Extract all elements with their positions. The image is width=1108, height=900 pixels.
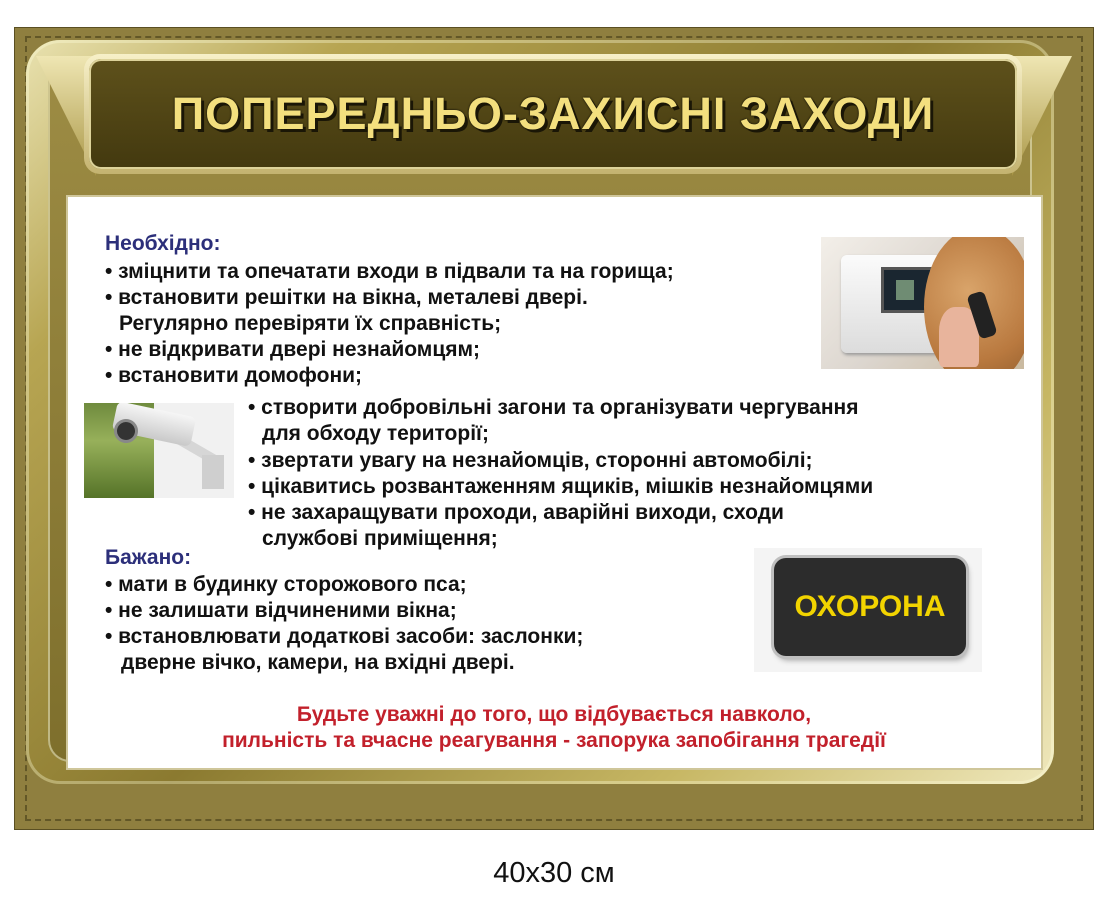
list-item: Регулярно перевіряти їх справність; [119, 312, 502, 335]
heading-required: Необхідно: [105, 232, 221, 255]
list-item: • зміцнити та опечатати входи в підвали та на горища; [105, 260, 674, 283]
title-banner-inner [89, 59, 1017, 169]
footer-line-1: Будьте уважні до того, що відбувається навколо, [296, 703, 812, 726]
security-sign-photo [754, 548, 982, 672]
list-item: • не залишати відчиненими вікна; [105, 599, 457, 622]
title-banner [84, 54, 1022, 174]
security-sign-text: ОХОРОНА [794, 590, 946, 623]
heading-desirable: Бажано: [105, 546, 192, 569]
list-item: • встановлювати додаткові засоби: заслонки; [105, 625, 584, 648]
list-item: • встановити решітки на вікна, металеві двері. [105, 286, 588, 309]
security-sign [774, 558, 966, 656]
list-item: дверне вічко, камери, на вхідні двері. [121, 651, 515, 674]
size-caption: 40х30 см [493, 857, 615, 889]
camera-mount [202, 455, 224, 489]
footer-line-2: пильність та вчасне реагування - запорука запобігання трагедії [222, 729, 886, 752]
list-item: • звертати увагу на незнайомців, сторонні автомобілі; [248, 449, 813, 472]
list-item: • створити добровільні загони та організувати чергування [248, 396, 859, 419]
cctv-camera-photo [84, 403, 234, 498]
intercom-photo [821, 237, 1024, 369]
list-item: • цікавитись розвантаженням ящиків, мішків незнайомцями [248, 475, 874, 498]
list-item: • встановити домофони; [105, 364, 363, 387]
list-item: службові приміщення; [262, 527, 498, 550]
list-item: • мати в будинку сторожового пса; [105, 573, 467, 596]
list-item: • не відкривати двері незнайомцям; [105, 338, 481, 361]
list-item: для обходу території; [262, 422, 489, 445]
list-item: • не захаращувати проходи, аварійні виходи, сходи [248, 501, 784, 524]
page-title: ПОПЕРЕДНЬО-ЗАХИСНІ ЗАХОДИ [171, 88, 935, 139]
